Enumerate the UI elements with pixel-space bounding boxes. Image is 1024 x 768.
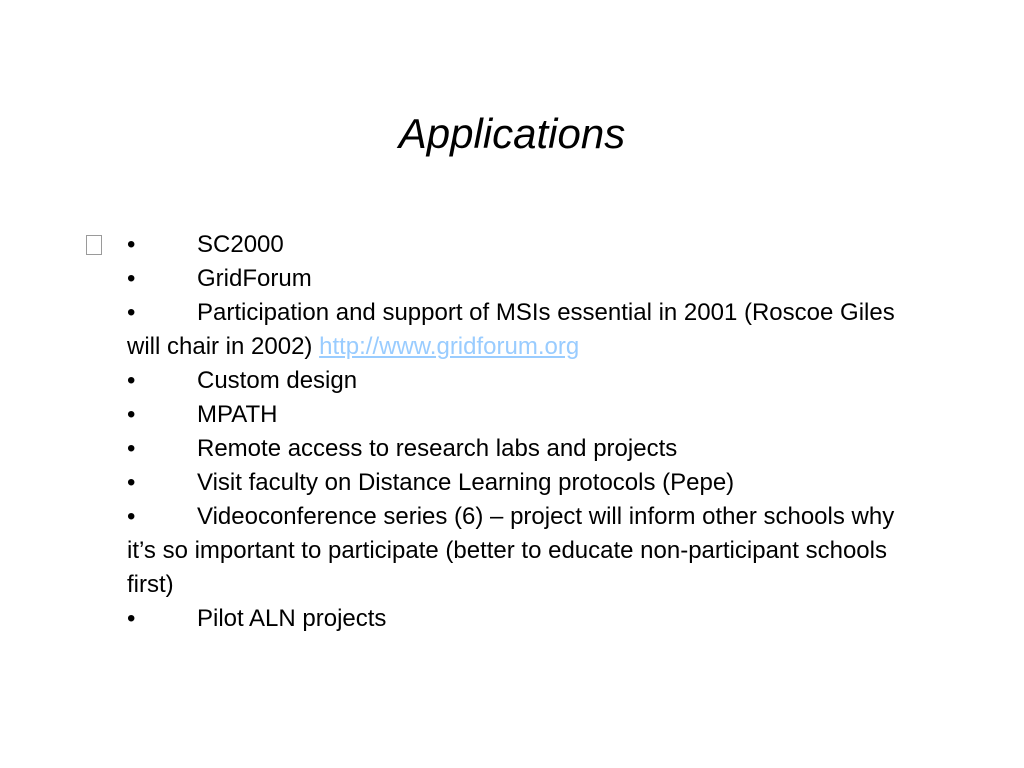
slide-title: Applications — [398, 110, 626, 157]
list-item-text: Custom design — [197, 367, 358, 394]
list-item-text: GridForum — [197, 265, 312, 292]
bullet-dot-icon: • — [127, 503, 136, 530]
bullet-dot-icon: • — [127, 367, 136, 394]
bullet-dot-icon: • — [127, 469, 136, 496]
list-item — [127, 500, 917, 602]
list-item — [127, 228, 917, 262]
bullet-dot-icon: • — [127, 231, 136, 258]
list-item-text: Participation and support of MSIs essential in 2001 (Roscoe Giles will chair in 2002) — [127, 299, 895, 360]
list-item — [127, 432, 917, 466]
list-item-text: SC2000 — [197, 231, 284, 258]
list-item — [127, 262, 917, 296]
list-item — [127, 296, 917, 364]
bullet-dot-icon: • — [127, 265, 136, 292]
list-item — [127, 364, 917, 398]
gridforum-link[interactable]: http://www.gridforum.org — [319, 333, 580, 360]
list-item-text: Videoconference series (6) – project will inform other schools why it’s so important to participate (better to educate non-participant schools first) — [127, 503, 895, 598]
bullet-list — [127, 228, 917, 636]
list-item-text: Remote access to research labs and projects — [197, 435, 678, 462]
list-item-text: Visit faculty on Distance Learning protocols (Pepe) — [197, 469, 735, 496]
bullet-dot-icon: • — [127, 401, 136, 428]
list-item-text: MPATH — [197, 401, 278, 428]
list-item — [127, 398, 917, 432]
list-item-text: Pilot ALN projects — [197, 605, 387, 632]
list-item — [127, 602, 917, 636]
outer-bullet-box-icon — [86, 235, 102, 255]
bullet-dot-icon: • — [127, 299, 136, 326]
list-item — [127, 466, 917, 500]
bullet-dot-icon: • — [127, 435, 136, 462]
bullet-dot-icon: • — [127, 605, 136, 632]
